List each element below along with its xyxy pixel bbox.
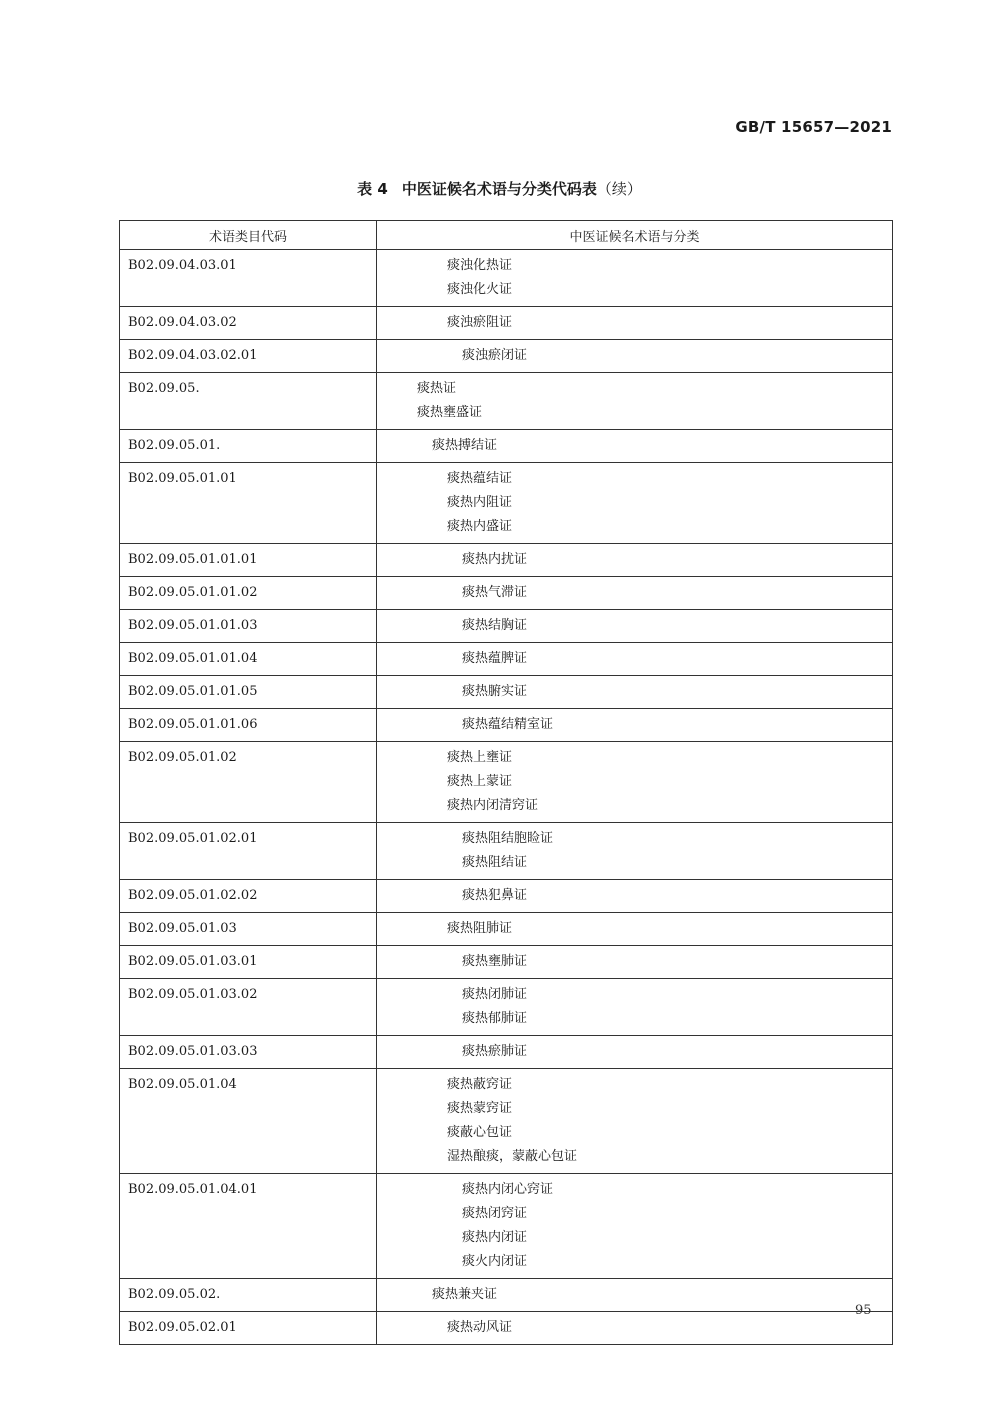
table-row [120,979,893,1036]
category-code-cell: B02.09.05.02.01 [120,1312,377,1345]
syndrome-term-cell [377,1279,893,1312]
standard-number: GB/T 15657—2021 [735,118,892,136]
syndrome-term-cell [377,610,893,643]
syndrome-term-cell [377,913,893,946]
category-code-cell: B02.09.05.01. [120,430,377,463]
category-code-cell: B02.09.05.01.02.02 [120,880,377,913]
syndrome-term: 痰热内闭证 [462,1230,528,1245]
category-code-cell: B02.09.04.03.01 [120,250,377,307]
category-code-cell: B02.09.05.01.03.03 [120,1036,377,1069]
syndrome-term: 痰热内闭清窍证 [447,798,539,813]
table-row [120,913,893,946]
table-body [120,250,893,1345]
syndrome-term-cell [377,946,893,979]
table-title-suffix: （续） [596,180,642,198]
column-header-code: 术语类目代码 [120,221,377,250]
syndrome-term-cell [377,250,893,307]
syndrome-term: 痰热阻肺证 [447,921,513,936]
syndrome-term: 痰热闭肺证 [462,987,528,1002]
category-code-cell: B02.09.04.03.02 [120,307,377,340]
syndrome-term-cell [377,544,893,577]
category-code-cell: B02.09.05.01.01.01 [120,544,377,577]
syndrome-term: 痰热犯鼻证 [462,888,528,903]
table-row [120,610,893,643]
table-row [120,742,893,823]
table-row [120,1069,893,1174]
syndrome-term: 痰热搏结证 [432,438,498,453]
syndrome-term: 痰热闭窍证 [462,1206,528,1221]
category-code-cell: B02.09.05. [120,373,377,430]
syndrome-term: 痰热上壅证 [447,750,513,765]
table-row [120,544,893,577]
syndrome-term: 痰热阻结证 [462,855,528,870]
table-row [120,946,893,979]
table-row [120,709,893,742]
syndrome-term: 痰热蔽窍证 [447,1077,513,1092]
syndrome-term-cell [377,979,893,1036]
syndrome-term-cell [377,1069,893,1174]
syndrome-term: 痰热郁肺证 [462,1011,528,1026]
table-title-label: 表 4 [357,180,388,198]
table-row [120,373,893,430]
page-number: 95 [855,1303,872,1318]
syndrome-term: 痰浊化火证 [447,282,513,297]
syndrome-term-cell [377,1312,893,1345]
syndrome-term: 湿热酿痰，蒙蔽心包证 [447,1149,578,1164]
syndrome-term-cell [377,340,893,373]
syndrome-term: 痰热蒙窍证 [447,1101,513,1116]
category-code-cell: B02.09.05.01.03 [120,913,377,946]
syndrome-term-cell [377,709,893,742]
column-header-term: 中医证候名术语与分类 [377,221,893,250]
syndrome-term-cell [377,577,893,610]
syndrome-term: 痰热蕴结证 [447,471,513,486]
table-row [120,1279,893,1312]
syndrome-term: 痰热动风证 [447,1320,513,1335]
category-code-cell: B02.09.05.01.01.06 [120,709,377,742]
table-row [120,250,893,307]
category-code-cell: B02.09.05.01.01.03 [120,610,377,643]
table-row [120,463,893,544]
category-code-cell: B02.09.05.01.02 [120,742,377,823]
syndrome-term: 痰热结胸证 [462,618,528,633]
syndrome-term: 痰热腑实证 [462,684,528,699]
table-row [120,880,893,913]
category-code-cell: B02.09.05.01.01.04 [120,643,377,676]
syndrome-term-cell [377,307,893,340]
table-row [120,1174,893,1279]
category-code-cell: B02.09.05.01.02.01 [120,823,377,880]
syndrome-term: 痰热蕴脾证 [462,651,528,666]
category-code-cell: B02.09.05.01.01.05 [120,676,377,709]
syndrome-term: 痰浊瘀阻证 [447,315,513,330]
syndrome-term: 痰火内闭证 [462,1254,528,1269]
syndrome-term: 痰热壅肺证 [462,954,528,969]
category-code-cell: B02.09.05.01.04.01 [120,1174,377,1279]
syndrome-term: 痰热兼夹证 [432,1287,498,1302]
syndrome-term: 痰热内阻证 [447,495,513,510]
category-code-cell: B02.09.05.01.03.02 [120,979,377,1036]
syndrome-term: 痰热蕴结精室证 [462,717,554,732]
category-code-cell: B02.09.05.02. [120,1279,377,1312]
syndrome-term: 痰热阻结胞睑证 [462,831,554,846]
syndrome-term: 痰浊化热证 [447,258,513,273]
table-row [120,577,893,610]
syndrome-term-cell [377,373,893,430]
syndrome-term-cell [377,643,893,676]
category-code-cell: B02.09.05.01.01 [120,463,377,544]
table-header-row [120,221,893,250]
syndrome-term: 痰热内盛证 [447,519,513,534]
table-title [0,178,999,199]
syndrome-term-cell [377,1174,893,1279]
table-row [120,307,893,340]
syndrome-term-cell [377,742,893,823]
category-code-cell: B02.09.05.01.01.02 [120,577,377,610]
syndrome-term-cell [377,1036,893,1069]
category-code-cell: B02.09.04.03.02.01 [120,340,377,373]
syndrome-term: 痰热内闭心窍证 [462,1182,554,1197]
category-code-cell: B02.09.05.01.03.01 [120,946,377,979]
table-row [120,823,893,880]
table-row [120,1036,893,1069]
table-row [120,676,893,709]
syndrome-term: 痰蔽心包证 [447,1125,513,1140]
syndrome-term-cell [377,880,893,913]
syndrome-term: 痰热壅盛证 [417,405,483,420]
syndrome-term: 痰热气滞证 [462,585,528,600]
syndrome-term-cell [377,430,893,463]
syndrome-term-cell [377,823,893,880]
code-table [119,220,893,1345]
table-row [120,1312,893,1345]
syndrome-term: 痰热内扰证 [462,552,528,567]
syndrome-term: 痰热上蒙证 [447,774,513,789]
category-code-cell: B02.09.05.01.04 [120,1069,377,1174]
table-row [120,643,893,676]
table-row [120,340,893,373]
syndrome-term: 痰热瘀肺证 [462,1044,528,1059]
syndrome-term-cell [377,676,893,709]
table-row [120,430,893,463]
syndrome-term: 痰浊瘀闭证 [462,348,528,363]
table-title-text: 中医证候名术语与分类代码表 [401,180,597,198]
syndrome-term: 痰热证 [417,381,457,396]
syndrome-term-cell [377,463,893,544]
